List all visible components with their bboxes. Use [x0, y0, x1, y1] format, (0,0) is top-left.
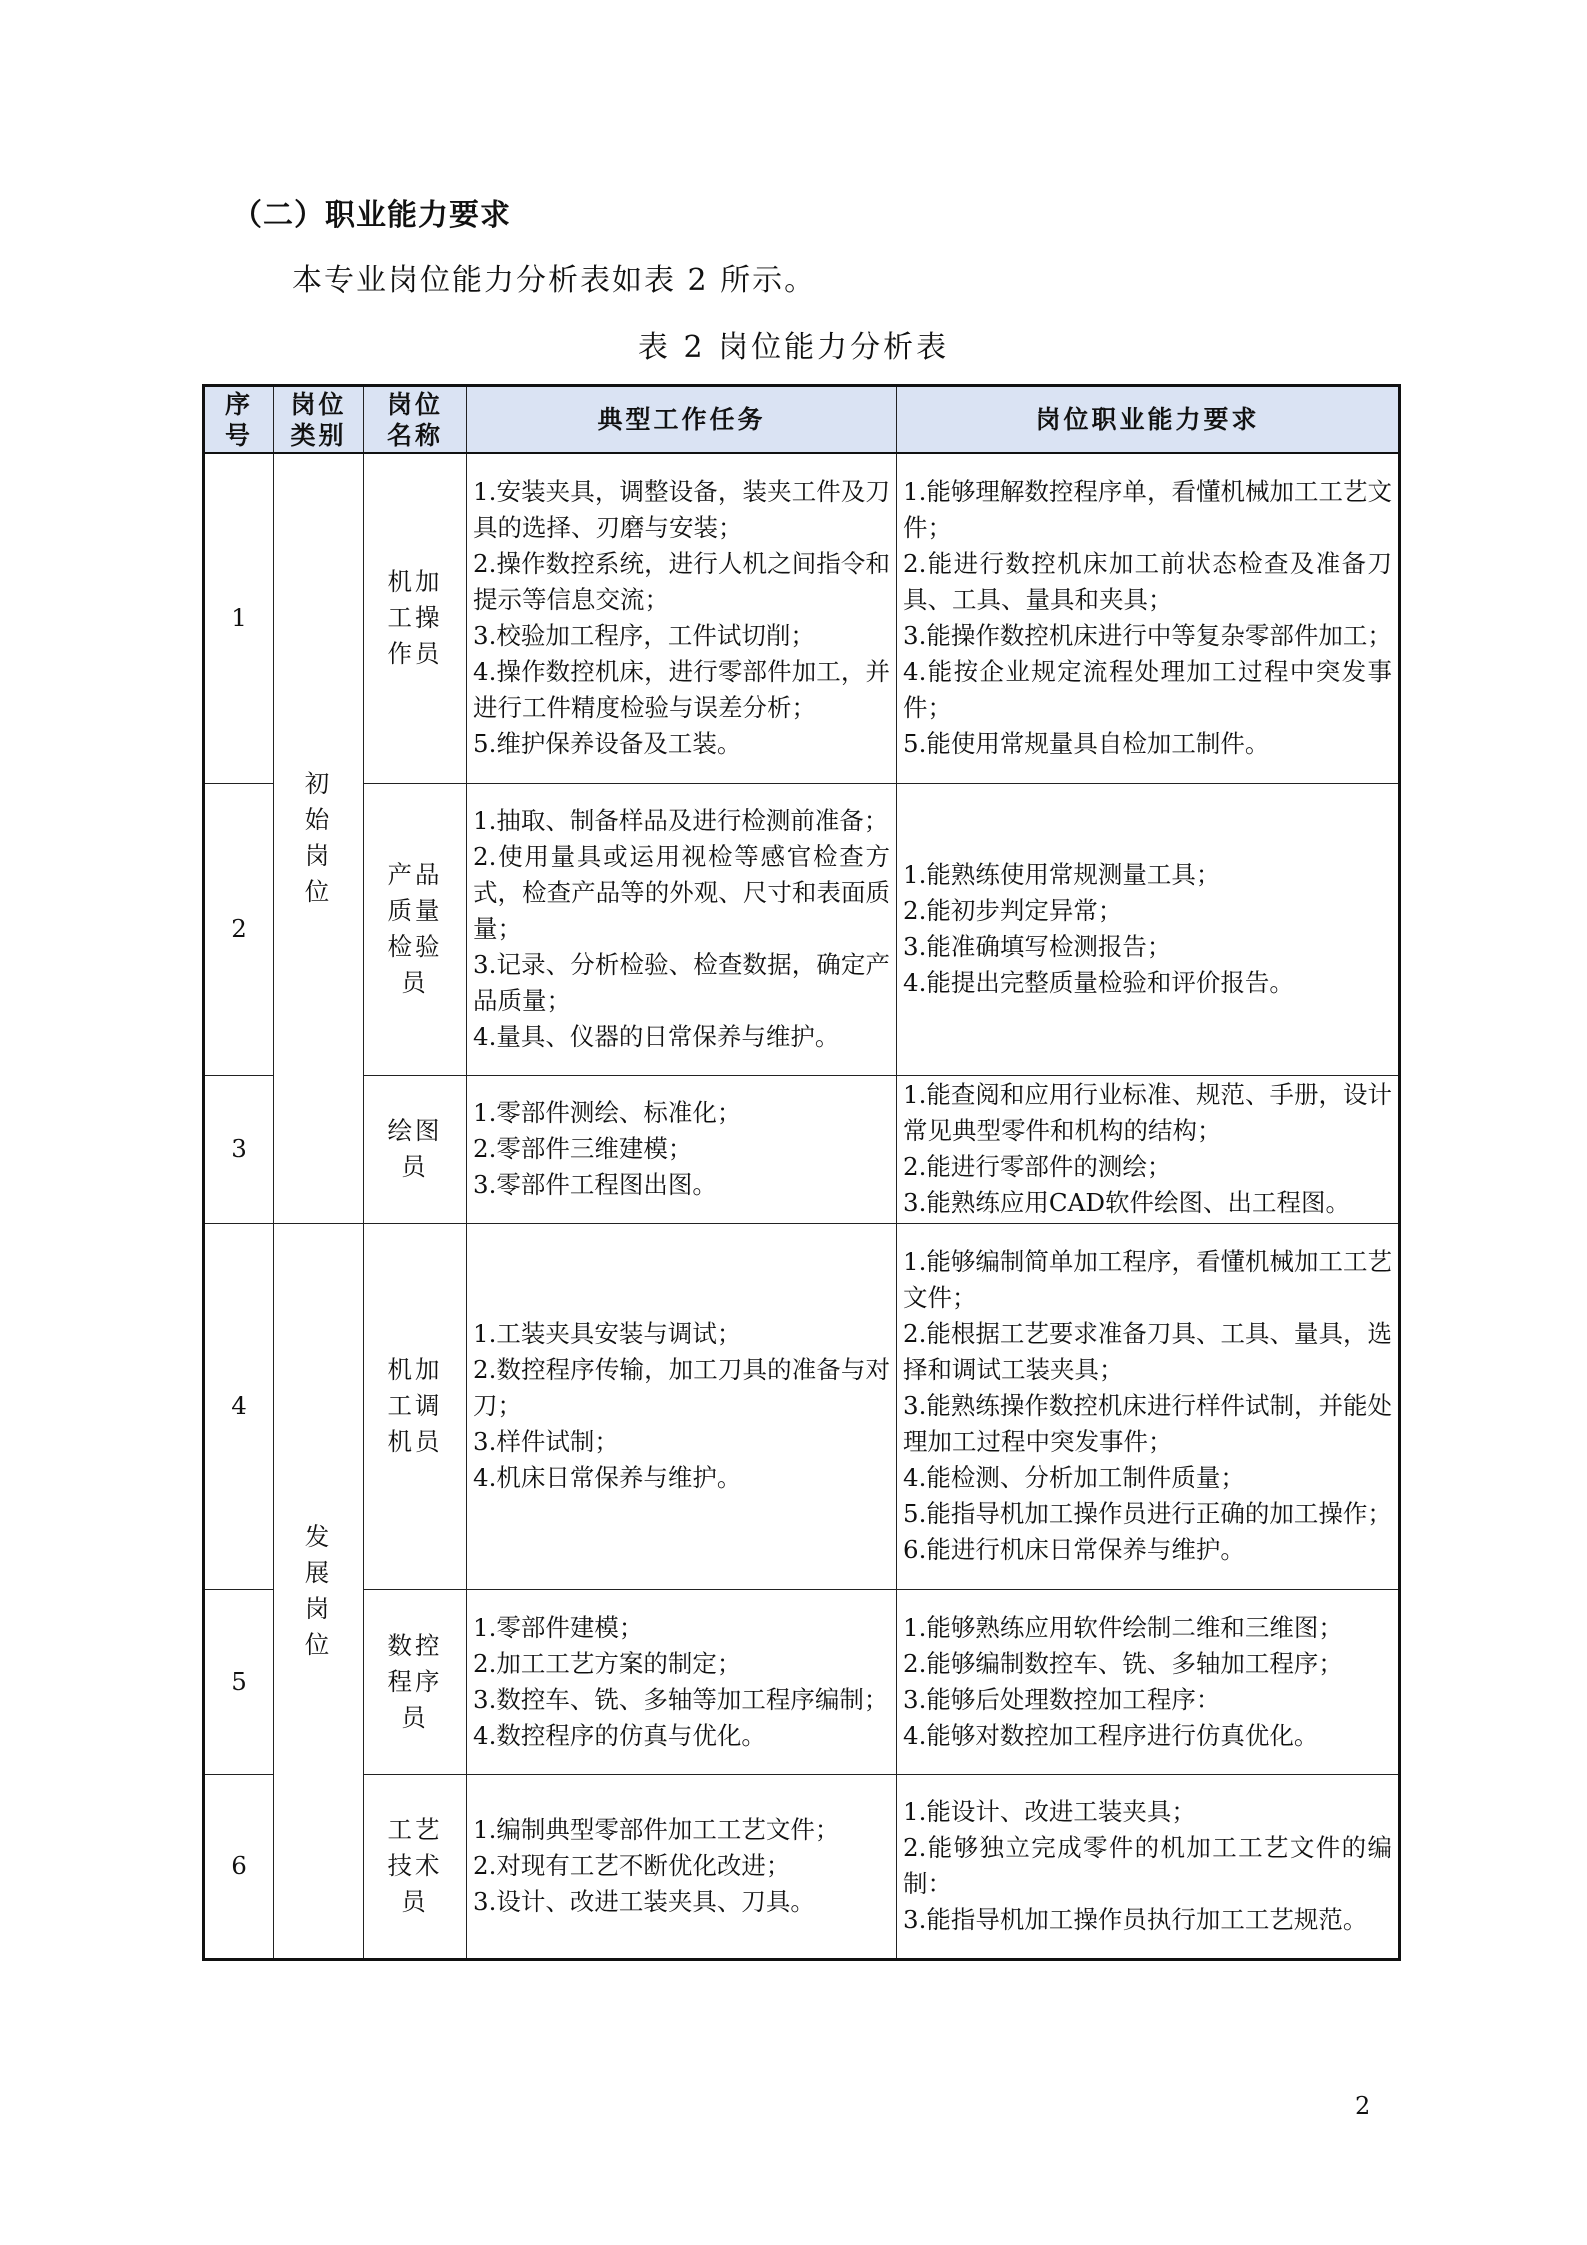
- table-caption: 表 2 岗位能力分析表: [637, 330, 950, 365]
- job-ability-table: [202, 384, 1401, 1961]
- table-row: [204, 453, 1400, 783]
- section-heading: （二）职业能力要求: [232, 198, 511, 233]
- intro-paragraph: 本专业岗位能力分析表如表 2 所示。: [292, 263, 817, 298]
- table-row: [204, 1223, 1400, 1589]
- row-number: 5: [204, 1589, 274, 1774]
- typical-tasks: 1.零部件建模； 2.加工工艺方案的制定； 3.数控车、铣、多轴等加工程序编制； 4.数控程序的仿真与优化。: [467, 1589, 897, 1774]
- row-number: 1: [204, 453, 274, 783]
- table-header-row: [204, 386, 1400, 454]
- header-category: 岗位 类别: [274, 386, 364, 454]
- typical-tasks: 1.编制典型零部件加工工艺文件； 2.对现有工艺不断优化改进； 3.设计、改进工装夹具、刀具。: [467, 1774, 897, 1959]
- ability-requirements: 1.能够编制简单加工程序，看懂机械加工工艺文件； 2.能根据工艺要求准备刀具、工具、量具，选择和调试工装夹具； 3.能熟练操作数控机床进行样件试制，并能处理加工过程中突发事件； 4.能检测、分析加工制件质量； 5.能指导机加工操作员进行正确的加工操作； 6.能进行机床日常保养与维护。: [897, 1223, 1400, 1589]
- header-requirements: 岗位职业能力要求: [897, 386, 1400, 454]
- header-no: 序 号: [204, 386, 274, 454]
- position-name: 机加 工操 作员: [364, 453, 467, 783]
- page-number: 2: [1355, 2092, 1371, 2120]
- table-row: [204, 1774, 1400, 1959]
- position-name: 工艺 技术 员: [364, 1774, 467, 1959]
- ability-requirements: 1.能熟练使用常规测量工具； 2.能初步判定异常； 3.能准确填写检测报告； 4.能提出完整质量检验和评价报告。: [897, 783, 1400, 1075]
- table-row: [204, 1589, 1400, 1774]
- position-name: 产品 质量 检验 员: [364, 783, 467, 1075]
- ability-requirements: 1.能查阅和应用行业标准、规范、手册，设计常见典型零件和机构的结构； 2.能进行零部件的测绘； 3.能熟练应用CAD软件绘图、出工程图。: [897, 1075, 1400, 1223]
- row-number: 6: [204, 1774, 274, 1959]
- table-row: [204, 1075, 1400, 1223]
- header-tasks: 典型工作任务: [467, 386, 897, 454]
- typical-tasks: 1.工装夹具安装与调试； 2.数控程序传输，加工刀具的准备与对刀； 3.样件试制； 4.机床日常保养与维护。: [467, 1223, 897, 1589]
- ability-requirements: 1.能够理解数控程序单，看懂机械加工工艺文件； 2.能进行数控机床加工前状态检查及准备刀具、工具、量具和夹具； 3.能操作数控机床进行中等复杂零部件加工； 4.能按企业规定流程处理加工过程中突发事件； 5.能使用常规量具自检加工制件。: [897, 453, 1400, 783]
- category-development: 发 展 岗 位: [274, 1223, 364, 1959]
- typical-tasks: 1.抽取、制备样品及进行检测前准备； 2.使用量具或运用视检等感官检查方式，检查产品等的外观、尺寸和表面质量； 3.记录、分析检验、检查数据，确定产品质量； 4.量具、仪器的日常保养与维护。: [467, 783, 897, 1075]
- category-initial: 初 始 岗 位: [274, 453, 364, 1223]
- typical-tasks: 1.零部件测绘、标准化； 2.零部件三维建模； 3.零部件工程图出图。: [467, 1075, 897, 1223]
- typical-tasks: 1.安装夹具，调整设备，装夹工件及刀具的选择、刃磨与安装； 2.操作数控系统，进行人机之间指令和提示等信息交流； 3.校验加工程序，工件试切削； 4.操作数控机床，进行零部件加工，并进行工件精度检验与误差分析； 5.维护保养设备及工装。: [467, 453, 897, 783]
- header-position: 岗位 名称: [364, 386, 467, 454]
- row-number: 3: [204, 1075, 274, 1223]
- position-name: 绘图 员: [364, 1075, 467, 1223]
- ability-requirements: 1.能设计、改进工装夹具； 2.能够独立完成零件的机加工工艺文件的编制： 3.能指导机加工操作员执行加工工艺规范。: [897, 1774, 1400, 1959]
- row-number: 4: [204, 1223, 274, 1589]
- table-row: [204, 783, 1400, 1075]
- position-name: 机加 工调 机员: [364, 1223, 467, 1589]
- ability-requirements: 1.能够熟练应用软件绘制二维和三维图； 2.能够编制数控车、铣、多轴加工程序； 3.能够后处理数控加工程序： 4.能够对数控加工程序进行仿真优化。: [897, 1589, 1400, 1774]
- row-number: 2: [204, 783, 274, 1075]
- position-name: 数控 程序 员: [364, 1589, 467, 1774]
